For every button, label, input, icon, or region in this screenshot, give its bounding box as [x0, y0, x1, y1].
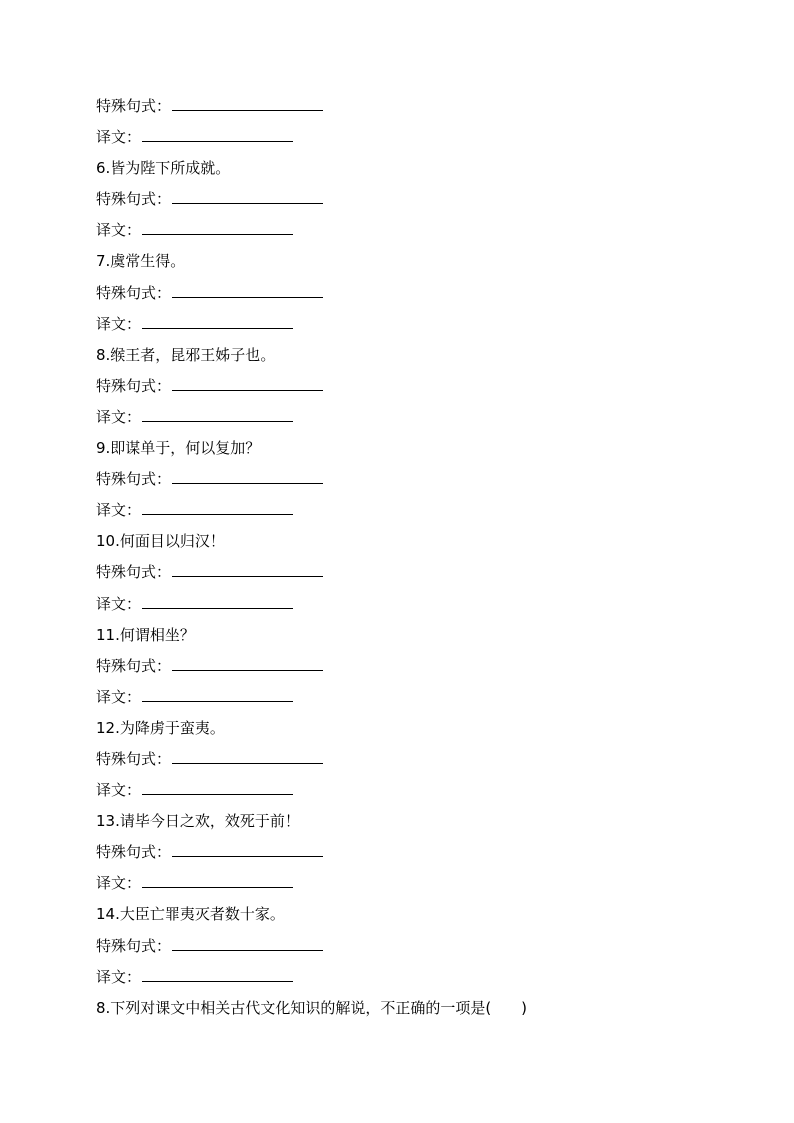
special-sentence-label: 特殊句式：: [96, 190, 172, 209]
next-question: 8.下列对课文中相关古代文化知识的解说，不正确的一项是( ): [96, 998, 528, 1017]
question-sentence: 11.何谓相坐？: [96, 625, 195, 644]
special-sentence-blank[interactable]: [172, 656, 323, 671]
translation-row: [96, 215, 736, 246]
translation-label: 译文：: [96, 781, 142, 800]
question-sentence: 9.即谋单于，何以复加？: [96, 439, 261, 458]
translation-row: [96, 589, 736, 620]
translation-blank[interactable]: [142, 220, 293, 235]
translation-blank[interactable]: [142, 407, 293, 422]
translation-blank[interactable]: [142, 127, 293, 142]
exercise-content: [96, 91, 736, 1024]
translation-blank[interactable]: [142, 780, 293, 795]
special-sentence-row: [96, 837, 736, 868]
question-list: [96, 153, 736, 993]
special-sentence-blank[interactable]: [172, 189, 323, 204]
translation-blank[interactable]: [142, 594, 293, 609]
translation-row: [96, 122, 736, 153]
question-sentence: 13.请毕今日之欢，效死于前！: [96, 812, 300, 831]
special-sentence-label: 特殊句式：: [96, 749, 172, 768]
special-sentence-row: [96, 371, 736, 402]
special-sentence-blank[interactable]: [172, 562, 323, 577]
special-sentence-label: 特殊句式：: [96, 656, 172, 675]
special-sentence-row: [96, 464, 736, 495]
special-sentence-row: [96, 557, 736, 588]
question-sentence: 14.大臣亡罪夷灭者数十家。: [96, 905, 285, 924]
special-sentence-label: 特殊句式：: [96, 376, 172, 395]
translation-label: 译文：: [96, 314, 142, 333]
special-sentence-blank[interactable]: [172, 283, 323, 298]
translation-row: [96, 682, 736, 713]
question-sentence: 6.皆为陛下所成就。: [96, 159, 231, 178]
translation-label: 译文：: [96, 221, 142, 240]
special-sentence-label: 特殊句式：: [96, 283, 172, 302]
translation-row: [96, 962, 736, 993]
question-sentence: 10.何面目以归汉！: [96, 532, 225, 551]
translation-label: 译文：: [96, 501, 142, 520]
translation-row: [96, 402, 736, 433]
translation-label: 译文：: [96, 594, 142, 613]
special-sentence-blank[interactable]: [172, 842, 323, 857]
special-sentence-row: [96, 931, 736, 962]
special-sentence-row: [96, 278, 736, 309]
question-sentence: 7.虞常生得。: [96, 252, 186, 271]
special-sentence-row: [96, 184, 736, 215]
translation-row: [96, 868, 736, 899]
translation-blank[interactable]: [142, 967, 293, 982]
translation-row: [96, 309, 736, 340]
translation-row: [96, 775, 736, 806]
special-sentence-blank[interactable]: [172, 96, 323, 111]
special-sentence-blank[interactable]: [172, 936, 323, 951]
special-sentence-row: [96, 744, 736, 775]
translation-label: 译文：: [96, 967, 142, 986]
special-sentence-blank[interactable]: [172, 469, 323, 484]
translation-blank[interactable]: [142, 687, 293, 702]
translation-blank[interactable]: [142, 500, 293, 515]
translation-blank[interactable]: [142, 873, 293, 888]
special-sentence-label: 特殊句式：: [96, 936, 172, 955]
special-sentence-row: [96, 651, 736, 682]
translation-row: [96, 495, 736, 526]
question-sentence: 8.缑王者，昆邪王姊子也。: [96, 345, 276, 364]
special-sentence-blank[interactable]: [172, 749, 323, 764]
special-sentence-row: [96, 91, 736, 122]
special-sentence-label: 特殊句式：: [96, 97, 172, 115]
translation-label: 译文：: [96, 128, 142, 147]
translation-blank[interactable]: [142, 314, 293, 329]
special-sentence-blank[interactable]: [172, 376, 323, 391]
special-sentence-label: 特殊句式：: [96, 470, 172, 489]
translation-label: 译文：: [96, 407, 142, 426]
translation-label: 译文：: [96, 687, 142, 706]
special-sentence-label: 特殊句式：: [96, 843, 172, 862]
question-sentence: 12.为降虏于蛮夷。: [96, 718, 225, 737]
special-sentence-label: 特殊句式：: [96, 563, 172, 582]
translation-label: 译文：: [96, 874, 142, 893]
